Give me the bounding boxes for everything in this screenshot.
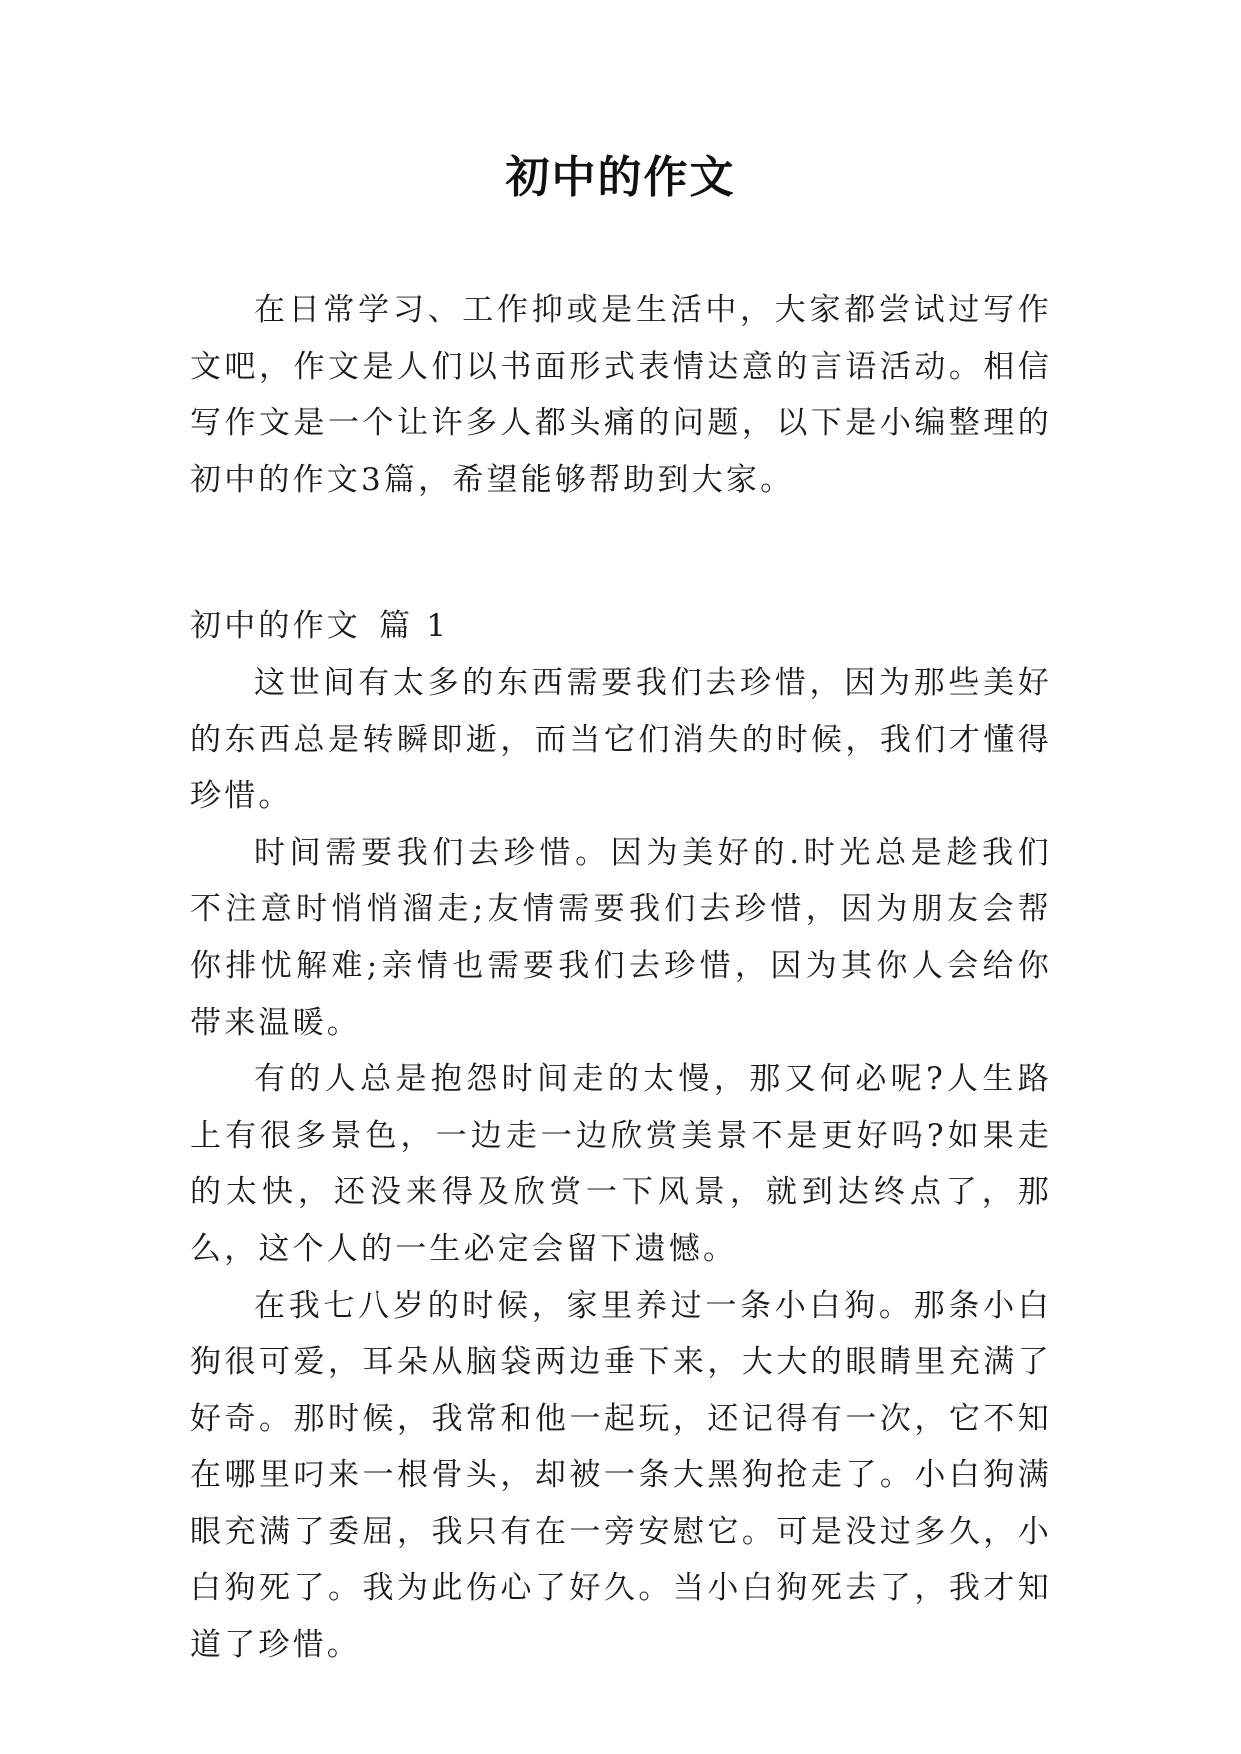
document-title: 初中的作文	[505, 152, 736, 203]
intro-paragraph: 在日常学习、工作抑或是生活中，大家都尝试过写作文吧，作文是人们以书面形式表情达意的言语活动。相信写作文是一个让许多人都头痛的问题，以下是小编整理的初中的作文3篇，希望能够帮助到大家。	[190, 292, 1052, 498]
body-paragraph: 时间需要我们去珍惜。因为美好的.时光总是趁我们不注意时悄悄溜走;友情需要我们去珍惜，因为朋友会帮你排忧解难;亲情也需要我们去珍惜，因为其你人会给你带来温暖。	[190, 834, 1052, 1041]
section-heading	[190, 598, 1052, 655]
body-paragraph: 有的人总是抱怨时间走的太慢，那又何必呢?人生路上有很多景色，一边走一边欣赏美景不是更好吗?如果走的太快，还没来得及欣赏一下风景，就到达终点了，那么，这个人的一生必定会留下遗憾。	[190, 1061, 1052, 1267]
body-paragraph: 这世间有太多的东西需要我们去珍惜，因为那些美好的东西总是转瞬即逝，而当它们消失的时候，我们才懂得珍惜。	[190, 664, 1052, 815]
body-paragraph: 在我七八岁的时候，家里养过一条小白狗。那条小白狗很可爱，耳朵从脑袋两边垂下来，大大的眼睛里充满了好奇。那时候，我常和他一起玩，还记得有一次，它不知在哪里叼来一根骨头，却被一条大黑狗抢走了。小白狗满眼充满了委屈，我只有在一旁安慰它。可是没过多久，小白狗死了。我为此伤心了好久。当小白狗死去了，我才知道了珍惜。	[190, 1287, 1052, 1664]
document-body	[190, 282, 1052, 1674]
section-number: 篇 1	[379, 608, 450, 645]
section-title: 初中的作文	[190, 608, 361, 645]
